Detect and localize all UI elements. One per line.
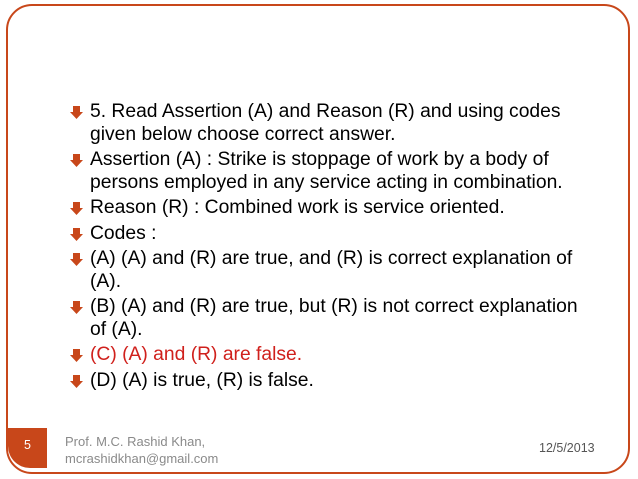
bullet-item [68,296,588,341]
arrow-down-bullet-icon [70,106,83,119]
bullet-item [68,101,588,146]
bullet-item [68,248,588,293]
bullet-text: Codes : [90,222,157,244]
arrow-down-bullet-icon [70,202,83,215]
arrow-down-bullet-icon [70,253,83,266]
footer-author [65,433,218,467]
bullet-text: (C) (A) and (R) are false. [90,344,303,365]
bullet-text: (D) (A) is true, (R) is false. [90,369,314,391]
bullet-text: Reason (R) : Combined work is service oriented. [90,197,505,218]
arrow-down-bullet-icon [70,349,83,362]
bullet-text: Assertion (A) : Strike is stoppage of work by a body of persons employed in any service acting in combination. [90,149,563,193]
arrow-down-bullet-icon [70,154,83,167]
author-name: Prof. M.C. Rashid Khan, [65,434,206,449]
page-number: 5 [24,438,31,452]
bullet-item [68,223,588,246]
bullet-item [68,197,588,220]
bullet-item [68,149,588,194]
bullet-item-answer [68,344,588,367]
arrow-down-bullet-icon [70,301,83,314]
arrow-down-bullet-icon [70,375,83,388]
bullet-list [68,101,588,395]
bullet-text: 5. Read Assertion (A) and Reason (R) and using codes given below choose correct answer. [90,101,561,145]
author-email: mcrashidkhan@gmail.com [65,451,219,466]
bullet-item [68,370,588,393]
footer-date: 12/5/2013 [539,441,595,455]
arrow-down-bullet-icon [70,228,83,241]
bullet-text: (B) (A) and (R) are true, but (R) is not correct explanation of (A). [90,296,578,340]
bullet-text: (A) (A) and (R) are true, and (R) is correct explanation of (A). [90,248,573,292]
